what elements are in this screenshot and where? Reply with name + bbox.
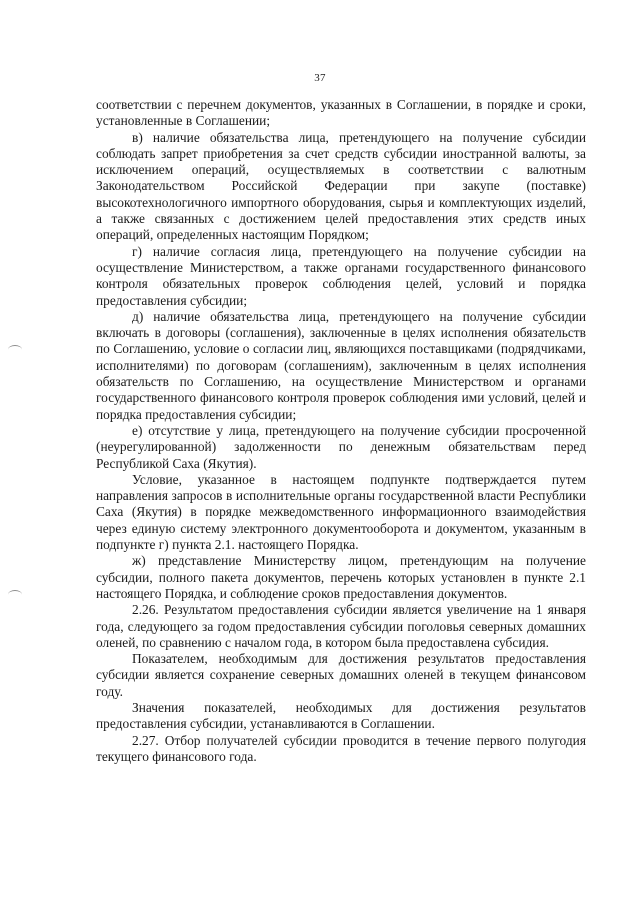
paragraph-clause-2-27: 2.27. Отбор получателей субсидии проводится в течение первого полугодия текущего финансового года. xyxy=(96,732,586,764)
paragraph-item-v: в) наличие обязательства лица, претендующего на получение субсидии соблюдать запрет приобретения за счет средств субсидии иностранной валюты, за исключением операций, осуществляемых в соответствии с валютным Законодательством Российской Федерации при закупе (поставке) высокотехнологичного импортного оборудования, сырья и комплектующих изделий, а также связанных с достижением целей предоставления этих средств иных операций, определенных настоящим Порядком; xyxy=(96,129,586,243)
paragraph-item-zh: ж) представление Министерству лицом, претендующим на получение субсидии, полного пакета документов, перечень которых установлен в пункте 2.1 настоящего Порядка, и соблюдение сроков предоставления документов. xyxy=(96,553,586,601)
paragraph-item-d: д) наличие обязательства лица, претендующего на получение субсидии включать в договоры (соглашения), заключенные в целях исполнения обязательств по Соглашению, условие о согласии лиц, являющихся поставщиками (подрядчиками, исполнителями) по договорам (соглашениям), заключенным в целях исполнения обязательств по Соглашению, на осуществление Министерством и органами государственного финансового контроля проверок соблюдения ими условий, целей и порядка предоставления субсидии; xyxy=(96,308,586,422)
paragraph-indicator: Показателем, необходимым для достижения результатов предоставления субсидии является сохранение северных домашних оленей в текущем финансовом году. xyxy=(96,651,586,699)
paragraph-condition: Условие, указанное в настоящем подпункте подтверждается путем направления запросов в исполнительные органы государственной власти Республики Саха (Якутия) в порядке межведомственного информационного взаимодействия через единую систему электронного документооборота и документом, указанным в подпункте г) пункта 2.1. настоящего Порядка. xyxy=(96,471,586,553)
paragraph-item-g: г) наличие согласия лица, претендующего на получение субсидии на осуществление Министерством, а также органами государственного финансового контроля обязательных проверок соблюдения целей, условий и порядка предоставления субсидии; xyxy=(96,243,586,308)
scan-punch-mark xyxy=(8,590,22,599)
paragraph-clause-2-26: 2.26. Результатом предоставления субсидии является увеличение на 1 января года, следующего за годом предоставления субсидии поголовья северных домашних оленей, по сравнению с началом года, в котором была предоставлена субсидия. xyxy=(96,602,586,650)
paragraph-item-e: е) отсутствие у лица, претендующего на получение субсидии просроченной (неурегулированной) задолженности по денежным обязательствам перед Республикой Саха (Якутия). xyxy=(96,422,586,471)
scan-punch-mark xyxy=(8,345,22,354)
page-number: 37 xyxy=(314,72,326,84)
paragraph-indicator-values: Значения показателей, необходимых для достижения результатов предоставления субсидии, устанавливаются в Соглашении. xyxy=(96,699,586,732)
document-body xyxy=(96,97,586,765)
paragraph-continuation: соответствии с перечнем документов, указанных в Соглашении, в порядке и сроки, установленные в Соглашении; xyxy=(96,97,586,129)
